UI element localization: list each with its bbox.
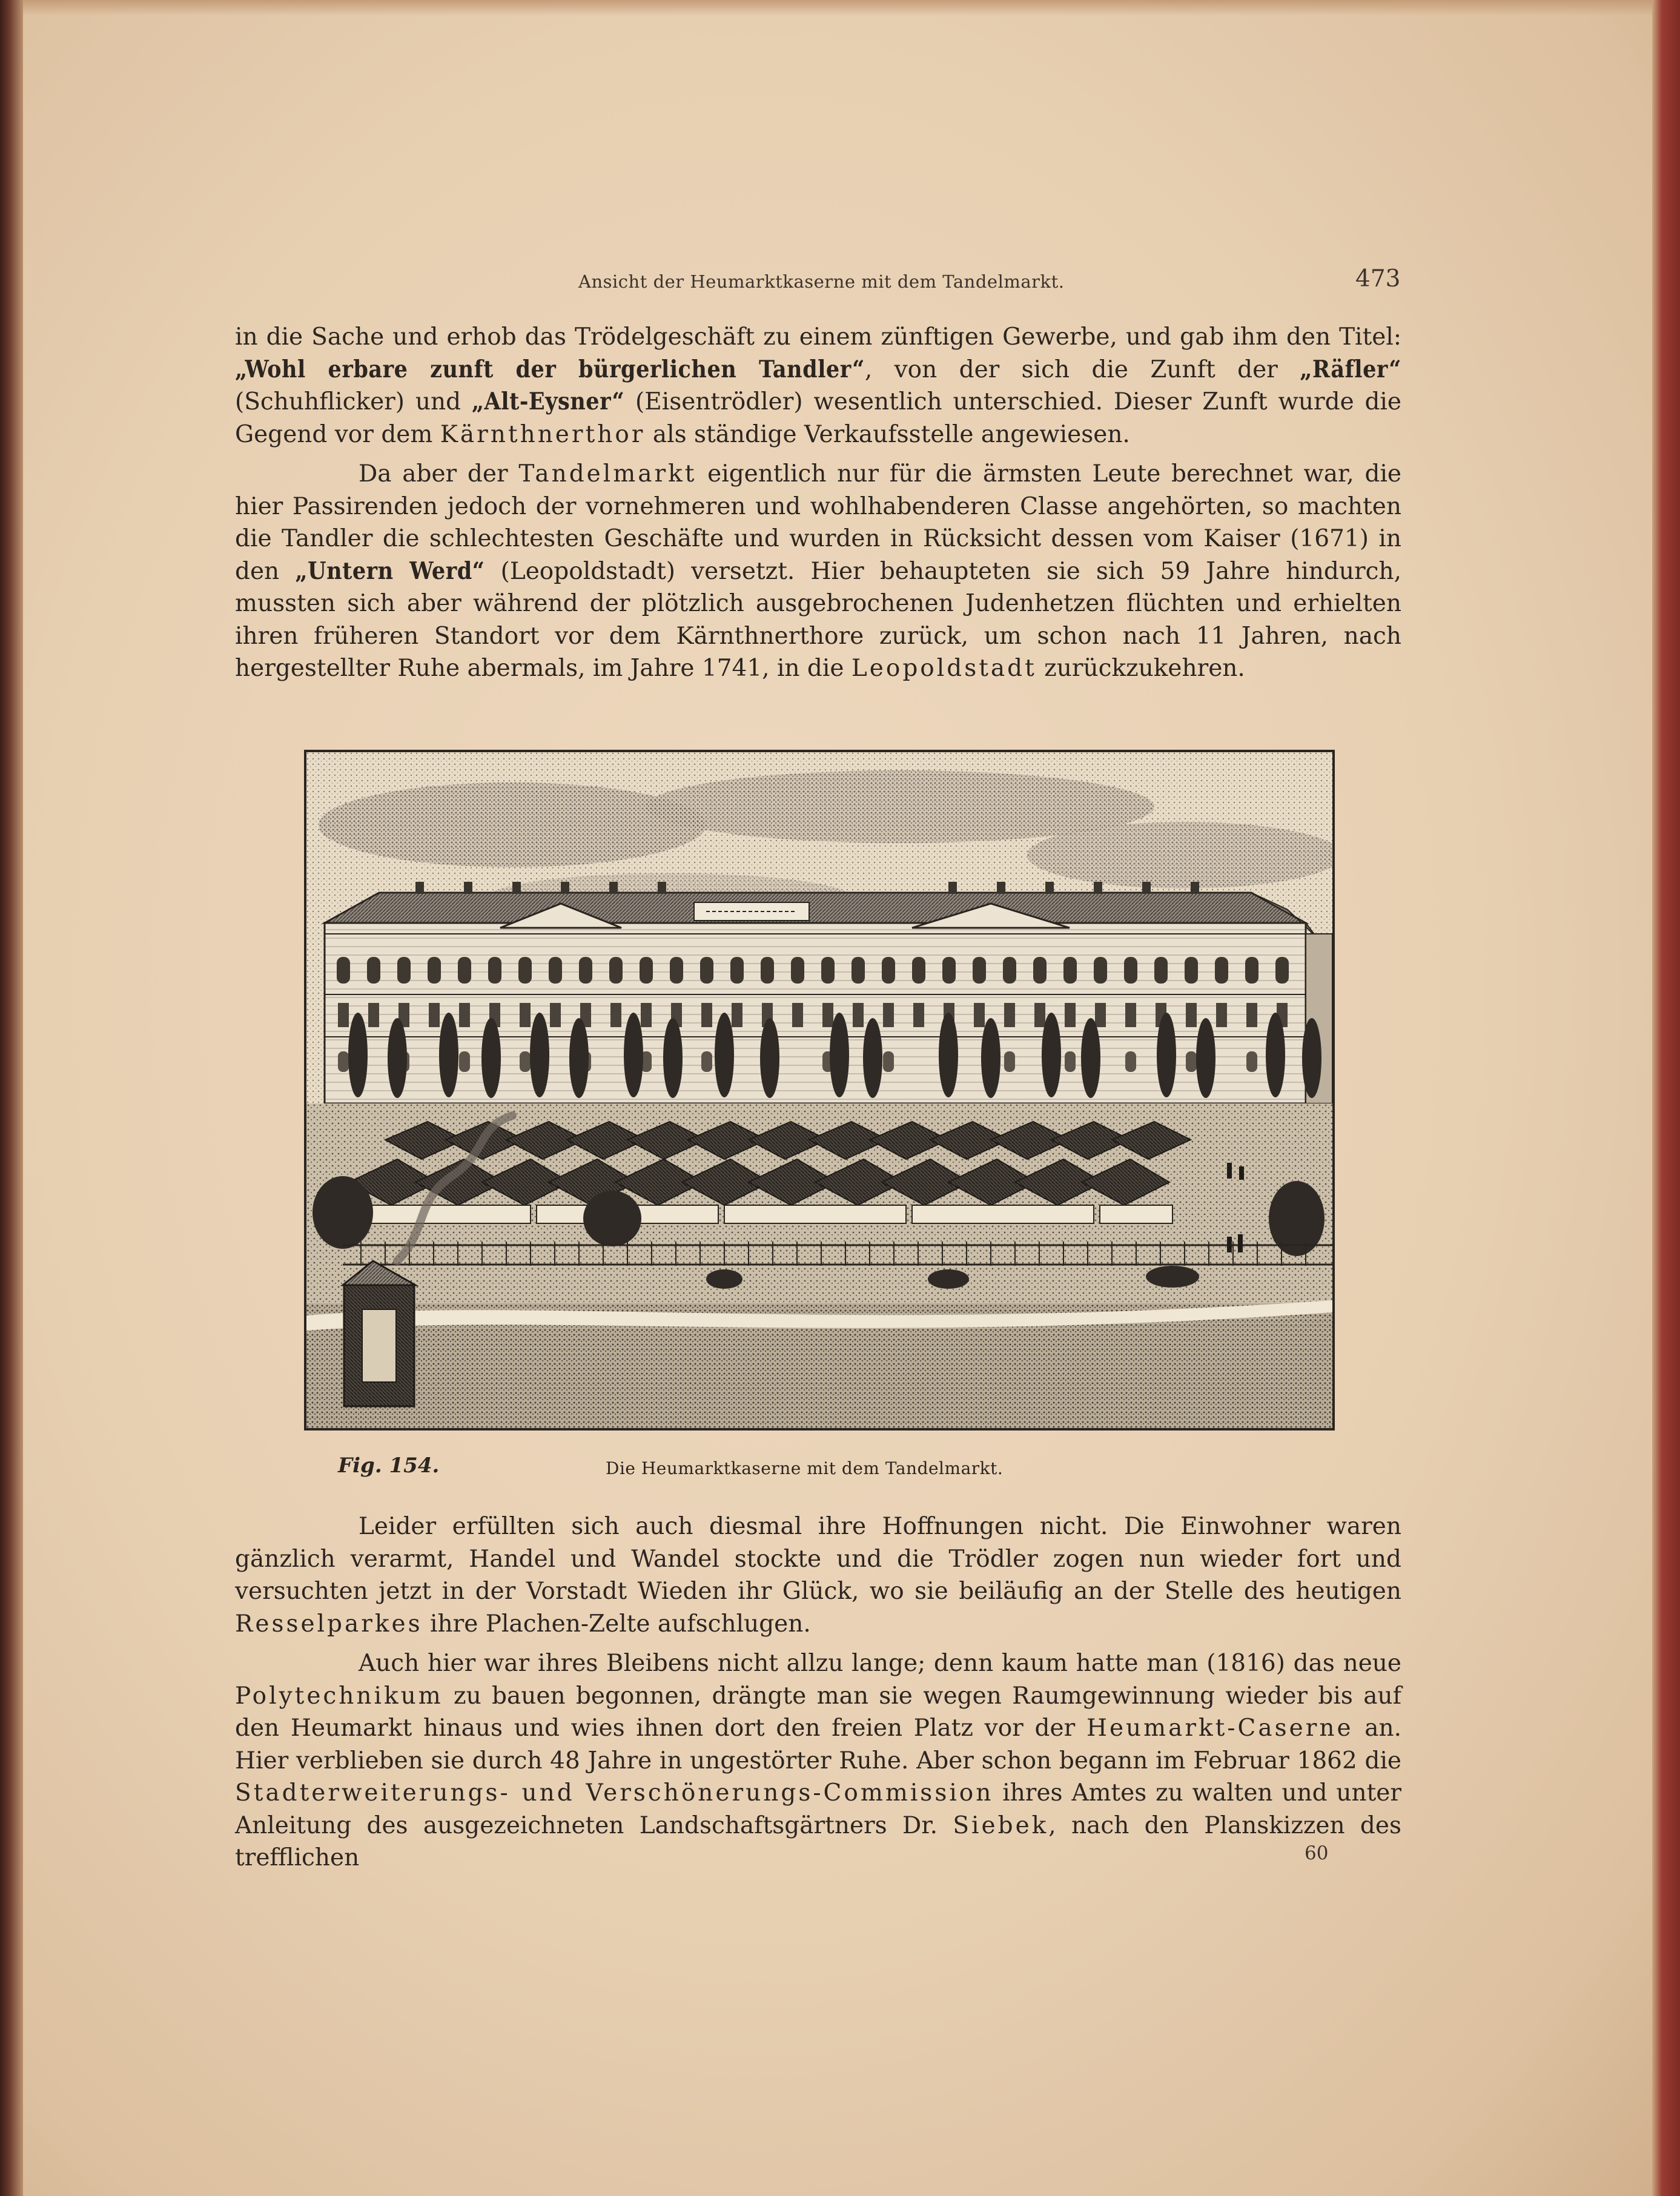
page-top-edge	[23, 0, 1652, 16]
paragraph-1: in die Sache und erhob das Trödelgeschäft zu einem zünftigen Gewerbe, und gab ihm den Titel: „Wohl erbare zunft der bürgerlichen Tandler“, von der sich die Zunft der „Räfler“ (Schuhflicker) und „Alt-Eysner“ (Eisentrödler) wesentlich unterschied. Dieser Zunft wurde die Gegend vor dem Kärnthnerthor als ständige Verkaufsstelle angewiesen.	[235, 323, 1401, 448]
illustration-heumarktkaserne	[304, 750, 1335, 1430]
signature-mark: 60	[1305, 1842, 1329, 1864]
paragraph-4: Auch hier war ihres Bleibens nicht allzu lange; denn kaum hatte man (1816) das neue Polytechnikum zu bauen begonnen, drängte man sie wegen Raumgewinnung wieder bis auf den Heumarkt hinaus und wies ihnen dort den freien Platz vor der Heumarkt-Caserne an. Hier verblieben sie durch 48 Jahre in ungestörter Ruhe. Aber schon begann im Februar 1862 die Stadterweiterungs- und Verschönerungs-Commission ihres Amtes zu walten und unter Anleitung des ausgezeichneten Landschaftsgärtners Dr. Siebek, nach den Planskizzen des trefflichen	[235, 1650, 1402, 1871]
blackletter-alt-eysner: „Alt-Eysner“	[471, 388, 625, 415]
book-binding	[0, 0, 23, 2196]
book-cover-edge	[1652, 0, 1680, 2196]
blackletter-title: „Wohl erbare zunft der bürgerlichen Tandler“	[235, 355, 865, 383]
figure-caption: Die Heumarktkaserne mit dem Tandelmarkt.	[606, 1458, 1004, 1478]
running-title: Ansicht der Heumarktkaserne mit dem Tandelmarkt.	[578, 271, 1065, 292]
paragraph-2: Da aber der Tandelmarkt eigentlich nur für die ärmsten Leute berechnet war, die hier Passirenden jedoch der vornehmeren und wohlhabenderen Classe angehörten, so machten die Tandler die schlechtesten Geschäfte und wurden in Rücksicht dessen vom Kaiser (1671) in den „Untern Werd“ (Leopoldstadt) versetzt. Hier behaupteten sie sich 59 Jahre hindurch, mussten sich aber während der plötzlich ausgebrochenen Judenhetzen flüchten und erhielten ihren früheren Standort vor dem Kärnthnerthore zurück, um schon nach 11 Jahren, nach hergestellter Ruhe abermals, im Jahre 1741, in die Leopoldstadt zurückzukehren.	[235, 460, 1402, 682]
blackletter-raefler: „Räfler“	[1300, 355, 1401, 383]
page-number: 473	[1355, 265, 1401, 293]
figure-label: Fig. 154.	[338, 1454, 440, 1478]
blackletter-untern-werd: „Untern Werd“	[295, 557, 485, 585]
paragraph-3: Leider erfüllten sich auch diesmal ihre Hoffnungen nicht. Die Einwohner waren gänzlich verarmt, Handel und Wandel stockte und die Trödler zogen nun wieder fort und versuchten jetzt in der Vorstadt Wieden ihr Glück, wo sie beiläufig an der Stelle des heutigen Resselparkes ihre Plachen-Zelte aufschlugen.	[235, 1513, 1401, 1638]
